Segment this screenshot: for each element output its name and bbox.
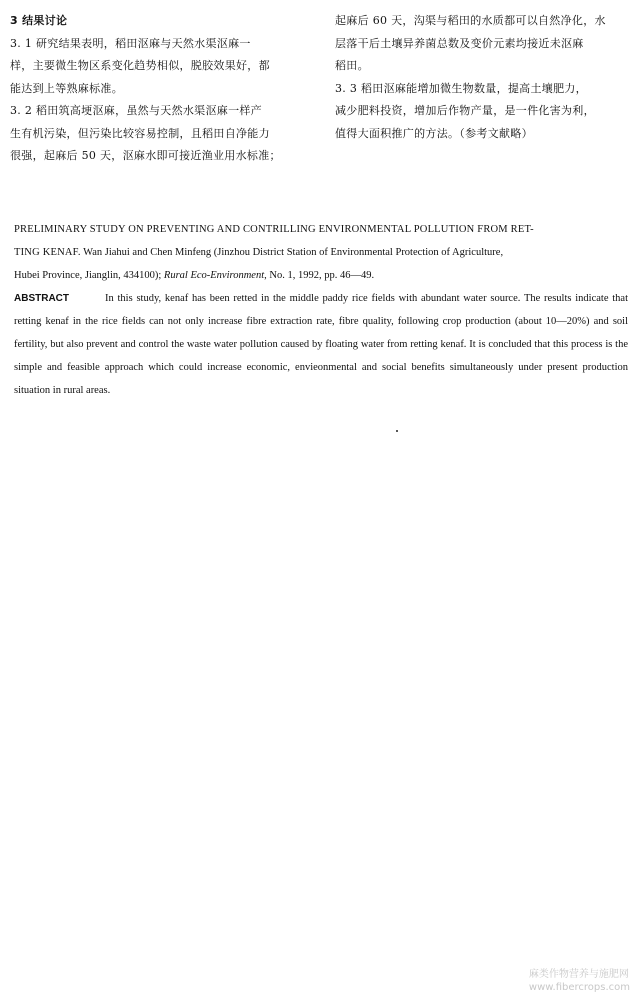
- abstract-text: In this study, kenaf has been retted in the middle paddy rice fields with abundant water source. The results indicate that retting kenaf in the rice fields can not only increase fibre extraction rate, fibre quality, following crop production (about 10—20%) and soil fertility, but also prevent and control the waste water pollution caused by floating water from retting kenaf. It is concluded that this process is the simple and feasible approach which could increase economic, envieonmental and social benefits simultaneously under present production situation in rural areas.: [14, 293, 628, 396]
- english-title: [14, 218, 628, 264]
- text-line: 3. 1 研究结果表明，稻田沤麻与天然水渠沤麻一: [10, 36, 251, 50]
- result-paragraph-3-3: [335, 78, 630, 146]
- affiliation: (Jinzhou District Station of Environmental Protection of Agriculture,: [213, 247, 504, 258]
- authors: Wan Jiahui and Chen Minfeng: [83, 247, 212, 258]
- watermark-line: www.fibercrops.com: [528, 982, 630, 993]
- text-line: 值得大面积推广的方法。（参考文献略）: [335, 126, 533, 140]
- journal-name: Rural Eco-Environment: [163, 270, 265, 281]
- text-line: 3. 3 稻田沤麻能增加微生物数量，提高土壤肥力，: [335, 81, 587, 95]
- speck-mark: [396, 430, 398, 432]
- abstract-paragraph: [14, 287, 628, 402]
- english-title-line: TING KENAF.: [14, 247, 81, 258]
- text-line: 很强，起麻后 50 天，沤麻水即可接近渔业用水标准；: [10, 149, 281, 162]
- affiliation-continued: Hubei Province, Jianglin, 434100);: [14, 270, 162, 281]
- result-paragraph-3-2-continued: [335, 10, 630, 78]
- watermark: [529, 968, 630, 994]
- chinese-right-column: [335, 10, 630, 145]
- english-title-line: PRELIMINARY STUDY ON PREVENTING AND CONTRILLING ENVIRONMENTAL POLLUTION FROM RET-: [14, 224, 534, 235]
- citation-line: [14, 264, 628, 287]
- text-line: 3. 2 稻田筑高埂沤麻，虽然与天然水渠沤麻一样产: [10, 104, 262, 117]
- text-line: 层落干后土壤异养菌总数及变价元素均接近未沤麻: [335, 36, 584, 50]
- chinese-left-column: [10, 10, 310, 168]
- section-heading: 3 结果讨论: [10, 14, 68, 27]
- abstract-label: ABSTRACT: [14, 293, 69, 304]
- watermark-line: 麻类作物营养与施肥网: [528, 969, 629, 980]
- english-abstract-block: [14, 218, 628, 402]
- text-line: 能达到上等熟麻标准。: [10, 81, 123, 95]
- result-paragraph-3-2: [10, 100, 310, 168]
- text-line: 减少肥料投资，增加后作物产量，是一件化害为利，: [335, 104, 595, 117]
- text-line: 稻田。: [335, 59, 369, 72]
- text-line: 生有机污染，但污染比较容易控制，且稻田自净能力: [10, 126, 270, 140]
- text-line: 起麻后 60 天，沟渠与稻田的水质都可以自然净化，水: [335, 14, 606, 27]
- citation-details: , No. 1, 1992, pp. 46—49.: [264, 270, 375, 281]
- result-paragraph-3-1: [10, 33, 310, 101]
- text-line: 样，主要微生物区系变化趋势相似，脱胶效果好，都: [10, 59, 270, 72]
